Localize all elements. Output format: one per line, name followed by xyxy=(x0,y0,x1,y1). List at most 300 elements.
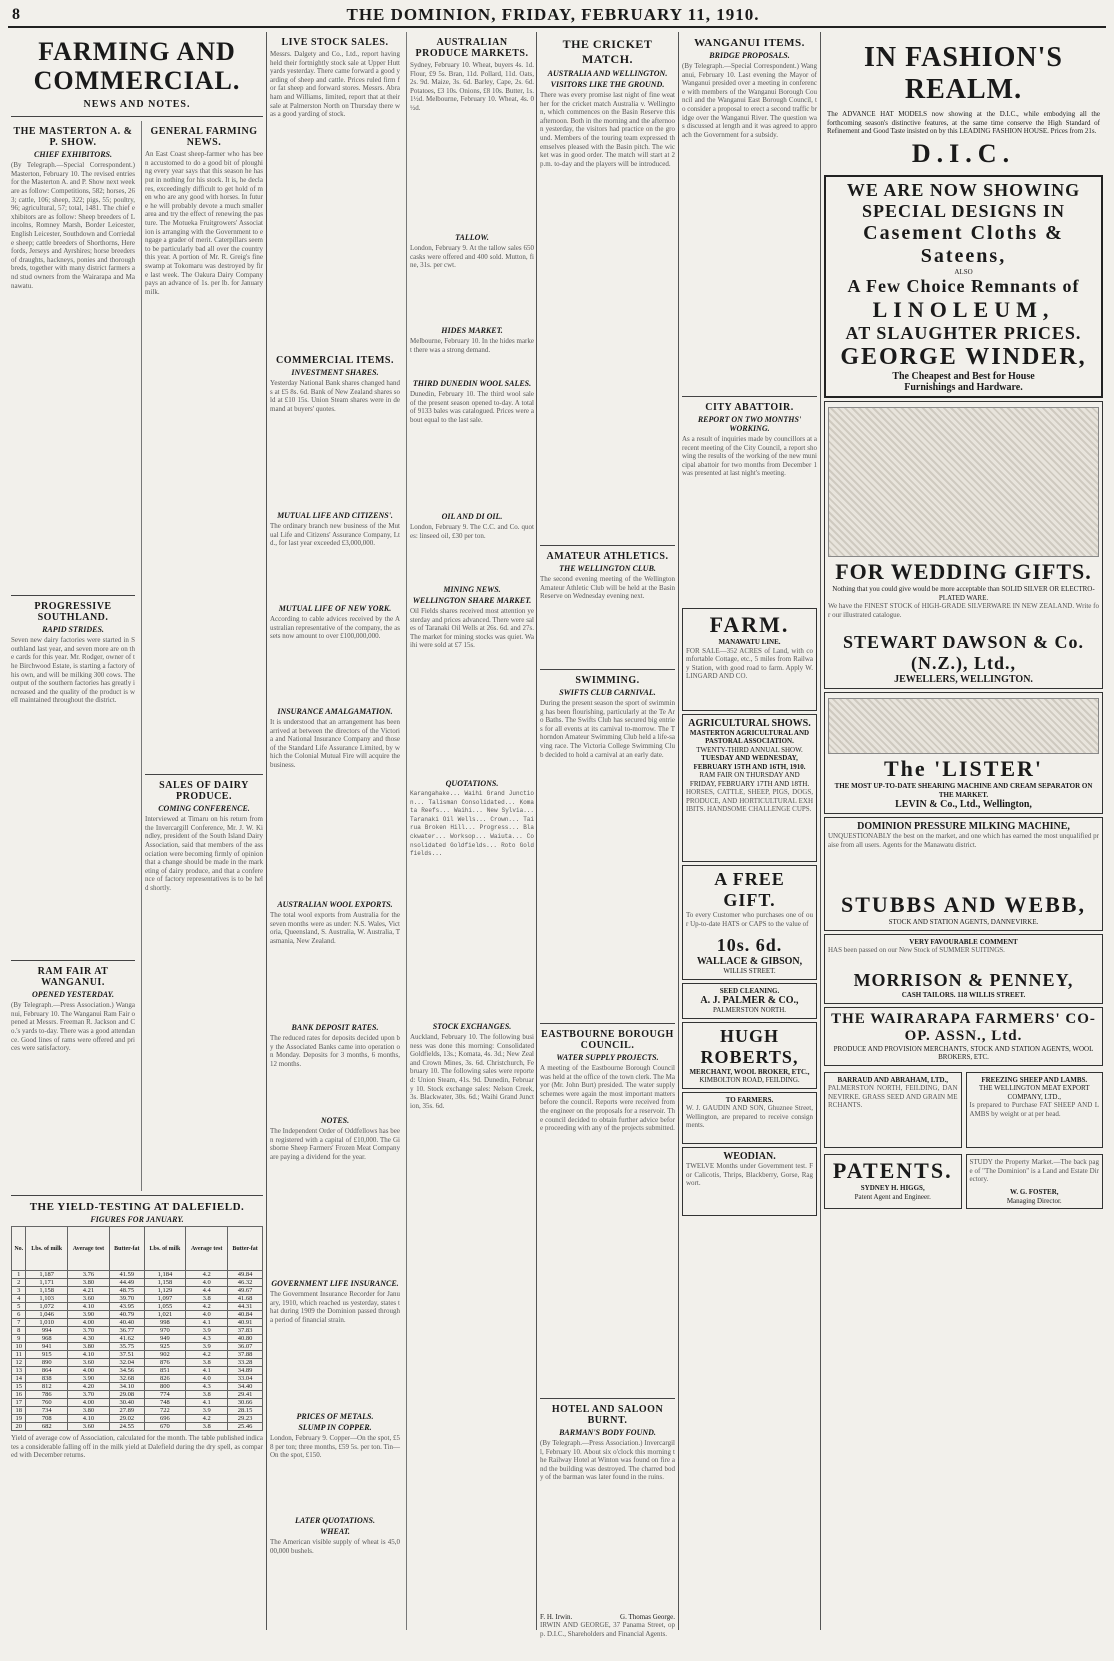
heading-coming-conference: COMING CONFERENCE. xyxy=(158,804,250,814)
table-cell: 760 xyxy=(26,1399,67,1407)
table-cell: 11 xyxy=(12,1351,26,1359)
foster-ad xyxy=(966,1154,1104,1209)
article-text: The ordinary branch new business of the Mutual Life and Citizens' Assurance Company, Ltd., for last year exceeded £3,000,000. xyxy=(270,522,400,548)
table-cell: 49.67 xyxy=(228,1287,263,1295)
barraud-ad xyxy=(824,1072,962,1149)
heading-aus-wellington: AUSTRALIA AND WELLINGTON. xyxy=(547,69,668,78)
table-cell: 4.2 xyxy=(186,1351,228,1359)
table-row xyxy=(12,1423,263,1431)
table-cell: 18 xyxy=(12,1407,26,1415)
article-text: Messrs. Dalgety and Co., Ltd., report having held their fortnightly stock sale at Upper Hutt yards yesterday. There came forward a good yarding of sheep and cattle. Prices ruled firm for fat sheep and forward stores. Messrs. Abraham and Williams, limited, report that at their sale at Palmerston North on Thursday there was a good yarding of stock. xyxy=(270,50,400,119)
table-cell: 1 xyxy=(12,1271,26,1279)
fashion-heading: IN FASHION'S REALM. xyxy=(864,42,1063,105)
table-cell: 949 xyxy=(144,1335,185,1343)
heading-masterton-show: THE MASTERTON A. & P. SHOW. xyxy=(13,126,133,149)
heading-chief-exhibitors: CHIEF EXHIBITORS. xyxy=(34,150,112,160)
heading-bank-deposit: BANK DEPOSIT RATES. xyxy=(291,1023,379,1032)
hugh-roberts-ad xyxy=(682,1022,817,1089)
table-cell: 3.9 xyxy=(186,1343,228,1351)
article-text: Melbourne, February 10. In the hides market there was a strong demand. xyxy=(410,337,534,354)
table-row xyxy=(12,1375,263,1383)
heading-general-farming: GENERAL FARMING NEWS. xyxy=(150,126,258,149)
table-cell: 3.9 xyxy=(186,1327,228,1335)
table-cell: 3.90 xyxy=(67,1311,109,1319)
table-cell: 3.60 xyxy=(67,1359,109,1367)
table-cell: 46.32 xyxy=(228,1279,263,1287)
table-cell: 1,129 xyxy=(144,1287,185,1295)
advertisement-text: We have the FINEST STOCK of HIGH-GRADE SILVERWARE IN NEW ZEALAND. Write for our illustrated catalogue. xyxy=(828,602,1099,619)
article-text: Yield of average cow of Association, calculated for the month. The table published indicates a considerable falling off in the milk yield at Dalefield during the dry spell, as compared with December returns. xyxy=(11,1434,263,1460)
table-row xyxy=(12,1407,263,1415)
table-cell: 15 xyxy=(12,1383,26,1391)
table-cell: 941 xyxy=(26,1343,67,1351)
yield-table xyxy=(11,1226,263,1431)
article-text: Seven new dairy factories were started in Southland last year, and seven more are on the cards for this year. Mr. Rodger, owner of the Birchwood Estate, is starting a factory of his own, and will be milking 300 cows. The output of the southern factories has greatly increased and the quality of the product is well maintained throughout the district. xyxy=(11,636,135,705)
wallace-address: WILLIS STREET. xyxy=(723,967,776,975)
masthead xyxy=(8,4,1106,28)
heading-progressive-southland: PROGRESSIVE SOUTHLAND. xyxy=(34,601,112,624)
dominion-milking-heading: DOMINION PRESSURE MILKING MACHINE, xyxy=(857,821,1070,832)
heading-livestock-sales: LIVE STOCK SALES. xyxy=(281,37,389,48)
table-cell: 33.04 xyxy=(228,1375,263,1383)
table-row xyxy=(12,1279,263,1287)
table-cell: 1,158 xyxy=(26,1287,67,1295)
table-row xyxy=(12,1335,263,1343)
table-cell: 40.91 xyxy=(228,1319,263,1327)
heading-insurance-amalgamation: INSURANCE AMALGAMATION. xyxy=(277,707,393,716)
meat-export-ad xyxy=(966,1072,1104,1149)
table-cell: 6 xyxy=(12,1311,26,1319)
stewart-dawson-name: STEWART DAWSON & Co. (N.Z.), Ltd., xyxy=(842,632,1085,673)
table-row xyxy=(12,1287,263,1295)
article-text: London, February 9. At the tallow sales 650 casks were offered and 400 sold. Mutton, fine, 31s. per cwt. xyxy=(410,244,534,270)
table-cell: 1,184 xyxy=(144,1271,185,1279)
table-cell: 4.0 xyxy=(186,1279,228,1287)
table-cell: 3.76 xyxy=(67,1271,109,1279)
table-cell: 3.90 xyxy=(67,1375,109,1383)
table-cell: 876 xyxy=(144,1359,185,1367)
table-row xyxy=(12,1271,263,1279)
table-cell: 25.46 xyxy=(228,1423,263,1431)
article-text: A meeting of the Eastbourne Borough Council was held at the office of the town clerk. The Mayor (Mr. John Burt) presided. The water supply schemes were again the most important matters before the council. Reports were received from the engineer on the proposals for a reservoir. The council decided to obtain further advice before proceeding with any of the projects submitted. xyxy=(540,1064,675,1133)
table-cell: 29.23 xyxy=(228,1415,263,1423)
section-title: FARMING AND COMMERCIAL. xyxy=(33,37,241,95)
table-cell: 696 xyxy=(144,1415,185,1423)
article-text: The total wool exports from Australia for the seven months were as under: N.S. Wales, Victoria, Queensland, S. Australia, W. Australia, Tasmania, New Zealand. xyxy=(270,911,400,945)
heading-abattoir-report: REPORT ON TWO MONTHS' WORKING. xyxy=(697,415,802,433)
table-cell: 3.8 xyxy=(186,1359,228,1367)
newspaper-page xyxy=(8,4,1106,1638)
table-cell: 7 xyxy=(12,1319,26,1327)
article-text: It is understood that an arrangement has been arrived at between the directors of the Victoria and National Insurance Company and those of the Standard Life Assurance Limited, by which the Colonial Mutual Fire will acquire the business. xyxy=(270,718,400,769)
table-cell: 786 xyxy=(26,1391,67,1399)
heading-stock-exchanges: STOCK EXCHANGES. xyxy=(432,1022,512,1031)
special-designs: SPECIAL DESIGNS IN xyxy=(861,200,1066,221)
table-row xyxy=(12,1343,263,1351)
weodian-ad xyxy=(682,1147,817,1216)
table-cell: 838 xyxy=(26,1375,67,1383)
wedding-gifts-text: Nothing that you could give would be more acceptable than SOLID SILVER OR ELECTRO-PLATED WARE. xyxy=(832,585,1095,602)
article-text: Yesterday National Bank shares changed hands at £5 8s. 6d. Bank of New Zealand shares sold at £10 15s. Union Steam shares were in demand at buyers' quotes. xyxy=(270,379,400,413)
morrison-sub: CASH TAILORS. 118 WILLIS STREET. xyxy=(901,991,1026,999)
table-cell: 29.02 xyxy=(109,1415,144,1423)
heading-hides: HIDES MARKET. xyxy=(441,326,503,335)
meat-export-name: THE WELLINGTON MEAT EXPORT COMPANY, LTD., xyxy=(978,1084,1090,1101)
to-farmers-ad xyxy=(682,1092,817,1145)
free-gift-ad xyxy=(682,865,817,980)
heading-wellington-club: THE WELLINGTON CLUB. xyxy=(559,564,656,573)
advertisement-text: Is prepared to Purchase FAT SHEEP AND LAMBS by weight or at per head. xyxy=(969,1101,1099,1118)
table-cell: 32.04 xyxy=(109,1359,144,1367)
heading-barman-body: BARMAN'S BODY FOUND. xyxy=(559,1428,656,1437)
article-text: (By Telegraph.—Press Association.) Wanganui, February 10. The Wanganui Ram Fair opened at Messrs. Freeman R. Jackson and Co.'s yards to-day. There was a good attendance. Good lines of rams were offered and prices were satisfactory. xyxy=(11,1001,135,1053)
heading-rapid-strides: RAPID STRIDES. xyxy=(42,625,104,635)
heading-mutual-ny: MUTUAL LIFE OF NEW YORK. xyxy=(278,604,392,613)
article-text: London, February 9. The C.C. and Co. quotes: linseed oil, £30 per ton. xyxy=(410,523,534,540)
heading-wool-exports: AUSTRALIAN WOOL EXPORTS. xyxy=(277,900,393,909)
wairarapa-ad xyxy=(824,1007,1103,1066)
freezing-heading: FREEZING SHEEP AND LAMBS. xyxy=(981,1075,1088,1084)
table-cell: 3.8 xyxy=(186,1423,228,1431)
article-text: The second evening meeting of the Wellington Amateur Athletic Club will be held at the Basin Reserve on Wednesday evening next. xyxy=(540,575,675,601)
table-cell: 3.9 xyxy=(186,1407,228,1415)
casement-cloths: Casement Cloths & Sateens, xyxy=(863,221,1064,267)
farm-subheading: MANAWATU LINE. xyxy=(718,638,781,646)
table-cell: 13 xyxy=(12,1367,26,1375)
table-row xyxy=(12,1359,263,1367)
advertisement-text: HORSES, CATTLE, SHEEP, PIGS, DOGS, PRODUCE, AND HORTICULTURAL EXHIBITS. HANDSOME CHALLENGE CUPS. xyxy=(686,788,813,814)
gift-amount: 10s. 6d. xyxy=(716,935,783,955)
column-advertisements xyxy=(820,32,1106,1630)
article-text: Auckland, February 10. The following business was done this morning: Consolidated Goldfields, 13s.; Komata, 4s. 3d.; New Zealand Crown Mines, 3s. 6d. Christchurch, February 10. The following sales were reported: Union Steam, 41s. 9d. Dunedin, February 10. Stock exchange sales: Nelson Creek, 3s. Blackwater, 30s. 6d.; Waihi Grand Junction, 35s. 6d. xyxy=(410,1033,534,1110)
wedding-gifts-heading: FOR WEDDING GIFTS. xyxy=(835,559,1092,584)
seed-cleaning-heading: SEED CLEANING. xyxy=(719,986,780,995)
article-text: As a result of inquiries made by councillors at a recent meeting of the City Council, a report showing the results of the working of the new municipal abattoir for two months from December 1 was presented at last night's meeting. xyxy=(682,435,817,478)
table-cell: 4.2 xyxy=(186,1415,228,1423)
advertisement-text: UNQUESTIONABLY the best on the market, and one which has earned the most unqualified praise from all users. Agents for the Manawatu district. xyxy=(828,832,1099,849)
fashion-text: The ADVANCE HAT MODELS now showing at the D.I.C., while embodying all the forthcoming season's distinctive features, at the same time conserve the High Standard of Refinement and Good Taste insisted on by this LEADING FASHION HOUSE. Prices from 21s. xyxy=(827,110,1100,135)
article-text: During the present season the sport of swimming has been flourishing, particularly at the Te Aro Baths. The Swifts Club has secured big entries for all events at its carnival to-morrow. The Thorndon Amateur Swimming Club held a life-saving race. The Victoria College Swimming Club decided to hold a carnival at an early date. xyxy=(540,699,675,759)
farm-ad xyxy=(682,608,817,711)
show-dates: TUESDAY AND WEDNESDAY, FEBRUARY 15TH AND 16TH, 1910. xyxy=(693,754,806,771)
jewellers-text: JEWELLERS, WELLINGTON. xyxy=(894,674,1033,685)
dominion-milking-ad xyxy=(824,817,1103,931)
advertisement-text: IRWIN AND GEORGE, 37 Panama Street, opp. D.I.C., Shareholders and Financial Agents. xyxy=(540,1621,675,1638)
table-cell: 826 xyxy=(144,1375,185,1383)
table-cell: 37.88 xyxy=(228,1351,263,1359)
heading-mutual-citizens: MUTUAL LIFE AND CITIZENS'. xyxy=(277,511,393,520)
table-row xyxy=(12,1303,263,1311)
table-cell: 17 xyxy=(12,1399,26,1407)
table-cell: 3.60 xyxy=(67,1423,109,1431)
yield-header: Lbs. of milk xyxy=(26,1227,67,1271)
table-cell: 41.68 xyxy=(228,1295,263,1303)
table-cell: 4 xyxy=(12,1295,26,1303)
table-cell: 41.59 xyxy=(109,1271,144,1279)
fashion-ad xyxy=(824,35,1103,172)
hugh-roberts-address: KIMBOLTON ROAD, FEILDING. xyxy=(699,1076,800,1084)
table-cell: 3.80 xyxy=(67,1407,109,1415)
ag-shows-ad xyxy=(682,714,817,863)
table-cell: 30.40 xyxy=(109,1399,144,1407)
table-cell: 24.55 xyxy=(109,1423,144,1431)
column-commercial xyxy=(266,32,536,1630)
heading-investment-shares: INVESTMENT SHARES. xyxy=(291,368,379,377)
article-text: An East Coast sheep-farmer who has been accustomed to do a good bit of ploughing every year says that this season he has put in nothing for his stock. It is, he declares, exceedingly difficult to get hold of men who are any good with horses. In future he will probably devote a much smaller area and try the effect of renewing the pasture. The Motueka Fruitgrowers' Association is arranging with the Government to engage a grader of merit. Caterpillars seem to be particularly bad all over the country this year. A portion of Mr. R. Greig's fine swamp at Tokomaru was destroyed by fire last week. The Oakura Dairy Company pays an advance of 1s. per lb. for January milk. xyxy=(145,150,263,296)
levin-name: LEVIN & Co., Ltd., Wellington, xyxy=(895,799,1032,810)
table-cell: 44.49 xyxy=(109,1279,144,1287)
table-row xyxy=(12,1311,263,1319)
table-cell: 34.89 xyxy=(228,1367,263,1375)
wedding-illustration xyxy=(828,407,1099,557)
heading-bridge-proposals: BRIDGE PROPOSALS. xyxy=(709,51,790,60)
morrison-name: MORRISON & PENNEY, xyxy=(853,970,1074,990)
table-cell: 851 xyxy=(144,1367,185,1375)
cheapest-text: The Cheapest and Best for House xyxy=(892,371,1035,382)
article-text: Interviewed at Timaru on his return from the Invercargill Conference, Mr. J. W. Kindley, president of the South Island Dairy Association, said that members of the association were becoming firmly of opinion that a change should be made in the marketing of dairy produce, and that a conference of factory representatives is to be held shortly. xyxy=(145,815,263,892)
patents-ad xyxy=(824,1154,962,1209)
table-cell: 4.3 xyxy=(186,1335,228,1343)
morrison-ad xyxy=(824,934,1103,1004)
morrison-comment: VERY FAVOURABLE COMMENT xyxy=(909,937,1018,946)
table-cell: 4.4 xyxy=(186,1287,228,1295)
palmer-address: PALMERSTON NORTH. xyxy=(712,1006,787,1014)
heading-eastbourne: EASTBOURNE BOROUGH COUNCIL. xyxy=(541,1029,674,1051)
article-text: (By Telegraph.—Special Correspondent.) Wanganui, February 10. Last evening the Mayor of Wanganui presided over a meeting in conference with members of the Wanganui Borough Council and the Wanganui East Borough Council, to consider a proposal to erect a second traffic bridge over the Wanganui River. The question was discussed at length and it was agreed to approach the Government for a subsidy. xyxy=(682,62,817,139)
heading-mining-news: MINING NEWS. xyxy=(443,585,501,594)
table-cell: 812 xyxy=(26,1383,67,1391)
heading-wanganui-items: WANGANUI ITEMS. xyxy=(694,37,805,49)
heading-cricket-match: THE CRICKET MATCH. xyxy=(562,37,653,66)
table-cell: 36.77 xyxy=(109,1327,144,1335)
commercial-left-subcolumn xyxy=(270,32,400,1630)
heading-hotel-burnt: HOTEL AND SALOON BURNT. xyxy=(551,1404,664,1426)
table-cell: 39.70 xyxy=(109,1295,144,1303)
table-cell: 40.40 xyxy=(109,1319,144,1327)
advertisement-text: FOR SALE—352 ACRES of Land, with comfortable Cottage, etc., 5 miles from Railway Station, with good road to farm. Apply W. LINGARD AND CO. xyxy=(686,646,813,681)
dic-logo: D.I.C. xyxy=(911,138,1016,168)
weodian-heading: WEODIAN. xyxy=(723,1151,776,1162)
lister-text: THE MOST UP-TO-DATE SHEARING MACHINE AND CREAM SEPARATOR ON THE MARKET. xyxy=(834,782,1093,799)
table-cell: 4.1 xyxy=(186,1319,228,1327)
table-cell: 5 xyxy=(12,1303,26,1311)
table-cell: 36.07 xyxy=(228,1343,263,1351)
table-cell: 3.60 xyxy=(67,1295,109,1303)
hugh-roberts-sub: MERCHANT, WOOL BROKER, ETC., xyxy=(689,1067,810,1076)
table-row xyxy=(12,1327,263,1335)
table-cell: 9 xyxy=(12,1335,26,1343)
table-cell: 8 xyxy=(12,1327,26,1335)
table-cell: 1,021 xyxy=(144,1311,185,1319)
advertisement-text: To every Customer who purchases one of our Up-to-date HATS or CAPS to the value of xyxy=(686,911,813,928)
article-text: The reduced rates for deposits decided upon by the Associated Banks came into operation on Monday. Deposits for 3 months, 6 months, 12 months. xyxy=(270,1034,400,1068)
table-cell: 28.15 xyxy=(228,1407,263,1415)
annual-show: TWENTY-THIRD ANNUAL SHOW. xyxy=(696,745,803,754)
table-cell: 864 xyxy=(26,1367,67,1375)
ag-shows-heading: AGRICULTURAL SHOWS. xyxy=(688,717,811,729)
advertisement-text: W. J. GAUDIN AND SON, Ghuznee Street, Wellington, are prepared to receive consignments. xyxy=(686,1104,813,1130)
table-cell: 16 xyxy=(12,1391,26,1399)
heading-produce-markets: AUSTRALIAN PRODUCE MARKETS. xyxy=(415,37,529,59)
table-cell: 1,171 xyxy=(26,1279,67,1287)
lister-ad xyxy=(824,692,1103,814)
heading-wellington-share: WELLINGTON SHARE MARKET. xyxy=(412,596,532,605)
heading-commercial-items: COMMERCIAL ITEMS. xyxy=(276,355,394,366)
table-cell: 27.89 xyxy=(109,1407,144,1415)
table-cell: 3.8 xyxy=(186,1295,228,1303)
table-cell: 20 xyxy=(12,1423,26,1431)
table-cell: 1,055 xyxy=(144,1303,185,1311)
table-cell: 33.28 xyxy=(228,1359,263,1367)
article-text: The Government Insurance Recorder for January, 1910, which reached us yesterday, states that during 1909 the Dominion passed through a period of financial strain. xyxy=(270,1290,400,1324)
table-cell: 3.80 xyxy=(67,1279,109,1287)
heading-opened: OPENED YESTERDAY. xyxy=(32,990,114,1000)
table-cell: 4.10 xyxy=(67,1351,109,1359)
stubbs-sub: STOCK AND STATION AGENTS, DANNEVIRKE. xyxy=(888,918,1039,926)
table-cell: 968 xyxy=(26,1335,67,1343)
column-farming xyxy=(8,32,266,1630)
advertisement-text: TWELVE Months under Government test. For Calicotis, Thrips, Blackberry, Gorse, Ragwort. xyxy=(686,1162,813,1188)
heading-third-dunedin: THIRD DUNEDIN WOOL SALES. xyxy=(412,379,532,388)
table-row xyxy=(12,1399,263,1407)
table-cell: 32.68 xyxy=(109,1375,144,1383)
barraud-name: BARRAUD AND ABRAHAM, LTD., xyxy=(837,1075,949,1084)
stubbs-webb: STUBBS AND WEBB, xyxy=(841,892,1086,917)
lister-illustration xyxy=(828,698,1099,754)
table-cell: 925 xyxy=(144,1343,185,1351)
table-cell: 1,097 xyxy=(144,1295,185,1303)
table-cell: 3 xyxy=(12,1287,26,1295)
linoleum-text: LINOLEUM, xyxy=(872,297,1055,322)
table-cell: 4.30 xyxy=(67,1335,109,1343)
higgs-name: SYDNEY H. HIGGS, xyxy=(860,1184,925,1192)
table-cell: 4.00 xyxy=(67,1399,109,1407)
higgs-sub: Patent Agent and Engineer. xyxy=(854,1192,931,1201)
signature-george: G. Thomas George. xyxy=(620,1613,675,1621)
heading-sales-dairy: SALES OF DAIRY PRODUCE. xyxy=(159,780,249,803)
yield-header: Butter-fat xyxy=(109,1227,144,1271)
table-cell: 19 xyxy=(12,1415,26,1423)
article-text: (By Telegraph.—Press Association.) Invercargill, February 10. About six o'clock this morning the Railway Hotel at Winton was found on fire and the building was destroyed. The charred body of the barman was later found in the ruins. xyxy=(540,1439,675,1482)
table-row xyxy=(12,1383,263,1391)
heading-later-quotations: LATER QUOTATIONS. xyxy=(294,1516,375,1525)
masthead-title: THE DOMINION, FRIDAY, FEBRUARY 11, 1910. xyxy=(346,5,760,24)
table-cell: 44.31 xyxy=(228,1303,263,1311)
table-cell: 722 xyxy=(144,1407,185,1415)
table-cell: 708 xyxy=(26,1415,67,1423)
table-cell: 3.70 xyxy=(67,1327,109,1335)
table-cell: 682 xyxy=(26,1423,67,1431)
yield-header: Average test xyxy=(67,1227,109,1271)
wairarapa-heading: THE WAIRARAPA FARMERS' CO-OP. ASSN., Ltd. xyxy=(831,1010,1096,1044)
wairarapa-sub: PRODUCE AND PROVISION MERCHANTS, STOCK AND STATION AGENTS, WOOL BROKERS, ETC. xyxy=(833,1044,1094,1061)
table-cell: 915 xyxy=(26,1351,67,1359)
table-row xyxy=(12,1351,263,1359)
table-cell: 2 xyxy=(12,1279,26,1287)
article-text: London, February 9. Copper—On the spot, £58 per ton; three months, £59 5s. per ton. Tin—On the spot, £150. xyxy=(270,1434,400,1460)
table-cell: 34.56 xyxy=(109,1367,144,1375)
table-cell: 890 xyxy=(26,1359,67,1367)
heading-yield-testing: THE YIELD-TESTING AT DALEFIELD. xyxy=(29,1201,245,1214)
table-cell: 4.2 xyxy=(186,1271,228,1279)
column-cricket xyxy=(536,32,678,1638)
heading-notes: NOTES. xyxy=(320,1116,350,1125)
table-cell: 29.08 xyxy=(109,1391,144,1399)
table-cell: 35.75 xyxy=(109,1343,144,1351)
table-cell: 3.70 xyxy=(67,1391,109,1399)
to-farmers-heading: TO FARMERS. xyxy=(725,1095,774,1104)
section-subtitle: NEWS AND NOTES. xyxy=(83,99,191,111)
heading-oil: OIL AND DI OIL. xyxy=(441,512,503,521)
table-cell: 37.51 xyxy=(109,1351,144,1359)
table-cell: 1,187 xyxy=(26,1271,67,1279)
heading-city-abattoir: CITY ABATTOIR. xyxy=(705,402,794,413)
heading-govt-life: GOVERNMENT LIFE INSURANCE. xyxy=(271,1279,399,1288)
heading-amateur-athletics: AMATEUR ATHLETICS. xyxy=(546,551,669,562)
advertisement-text: STUDY the Property Market.—The back page of "The Dominion" is a Land and Estate Directory. xyxy=(969,1158,1099,1184)
table-cell: 29.41 xyxy=(228,1391,263,1399)
heading-tallow: TALLOW. xyxy=(455,233,489,242)
article-text: The Independent Order of Oddfellows has been registered with a capital of £10,000. The Gisborne Sheep Farmers' Frozen Meat Company are paying a dividend for the year. xyxy=(270,1127,400,1161)
table-cell: 4.20 xyxy=(67,1383,109,1391)
table-cell: 4.0 xyxy=(186,1311,228,1319)
article-text: The American visible supply of wheat is 45,000,000 bushels. xyxy=(270,1538,400,1555)
farming-left-subcolumn xyxy=(11,121,135,1191)
yield-header: Lbs. of milk xyxy=(144,1227,185,1271)
heading-visitors-ground: VISITORS LIKE THE GROUND. xyxy=(550,80,665,89)
heading-swimming: SWIMMING. xyxy=(575,675,640,686)
advertisement-text: HAS been passed on our New Stock of SUMMER SUITINGS. xyxy=(828,946,1005,954)
table-row xyxy=(12,1391,263,1399)
furnishings-text: Furnishings and Hardware. xyxy=(904,382,1023,393)
table-cell: 40.84 xyxy=(228,1311,263,1319)
table-row xyxy=(12,1295,263,1303)
heading-prices-metals: PRICES OF METALS. xyxy=(296,1412,374,1421)
heading-slump-copper: SLUMP IN COPPER. xyxy=(298,1423,372,1432)
foster-name: W. G. FOSTER, xyxy=(1009,1188,1059,1196)
table-cell: 40.79 xyxy=(109,1311,144,1319)
table-cell: 670 xyxy=(144,1423,185,1431)
table-cell: 774 xyxy=(144,1391,185,1399)
table-row xyxy=(12,1367,263,1375)
table-cell: 4.10 xyxy=(67,1303,109,1311)
table-cell: 4.0 xyxy=(186,1375,228,1383)
table-cell: 43.95 xyxy=(109,1303,144,1311)
patents-heading: PATENTS. xyxy=(832,1158,953,1183)
article-text: (By Telegraph.—Special Correspondent.) Masterton, February 10. The revised entries for the Masterton A. and P. Show next week are as follow: Competitions, 582; horses, 263; cattle, 106; sheep, 322; pigs, 55; poultry, 96; agricultural, 57; total, 1481. The chief exhibitors are as follow: Sheep breeders of Lincolns, Romney Marsh, Border Leicester, English Leicester, Southdown and Corriedale sheep; cattle breeders of Shorthorns, Herefords, Jerseys and Ayrshires; horse breeders of draughts, hackneys, ponies and thoroughbreds, together with many district farmers and stud owners from the Wairarapa and Manawatu. xyxy=(11,161,135,290)
farm-heading: FARM. xyxy=(709,612,790,637)
ram-fair-dates: RAM FAIR ON THURSDAY AND FRIDAY, FEBRUARY 17TH AND 18TH. xyxy=(689,771,810,788)
heading-ram-fair: RAM FAIR AT WANGANUI. xyxy=(37,966,109,989)
hugh-roberts-name: HUGH ROBERTS, xyxy=(700,1025,799,1067)
table-row xyxy=(12,1415,263,1423)
signature-irwin: F. H. Irwin. xyxy=(540,1613,573,1621)
table-cell: 14 xyxy=(12,1375,26,1383)
article-text: Sydney, February 10. Wheat, buyers 4s. 1d. Flour, £9 5s. Bran, 11d. Pollard, 11d. Oats, 2s. 9d. Maize, 3s. 6d. Barley, Cape, 2s. 6d. Potatoes, £3 10s. Onions, £8 10s. Butter, 1s. 1½d. Melbourne, February 10. Wheat, 4s. 0½d. xyxy=(410,61,534,112)
table-cell: 1,072 xyxy=(26,1303,67,1311)
table-cell: 902 xyxy=(144,1351,185,1359)
page-number: 8 xyxy=(12,6,20,23)
remnants-text: A Few Choice Remnants of xyxy=(847,276,1080,296)
seed-cleaning-ad xyxy=(682,983,817,1019)
now-showing: WE ARE NOW SHOWING xyxy=(846,179,1081,200)
article-text: There was every promise last night of fine weather for the cricket match Australia v. Wellington, which commences on the Basin Reserve this afternoon. Both in the morning and the afternoon yesterday, the visitors had practice on the ground. Members of the touring team expressed themselves pleased with the Basin pitch. The wicket was in good order. The match will start at 2 p.m. to-day and the players will be introduced. xyxy=(540,91,675,168)
table-row xyxy=(12,1319,263,1327)
farming-right-subcolumn xyxy=(141,121,263,1191)
table-cell: 49.84 xyxy=(228,1271,263,1279)
table-cell: 4.2 xyxy=(186,1303,228,1311)
table-cell: 37.83 xyxy=(228,1327,263,1335)
